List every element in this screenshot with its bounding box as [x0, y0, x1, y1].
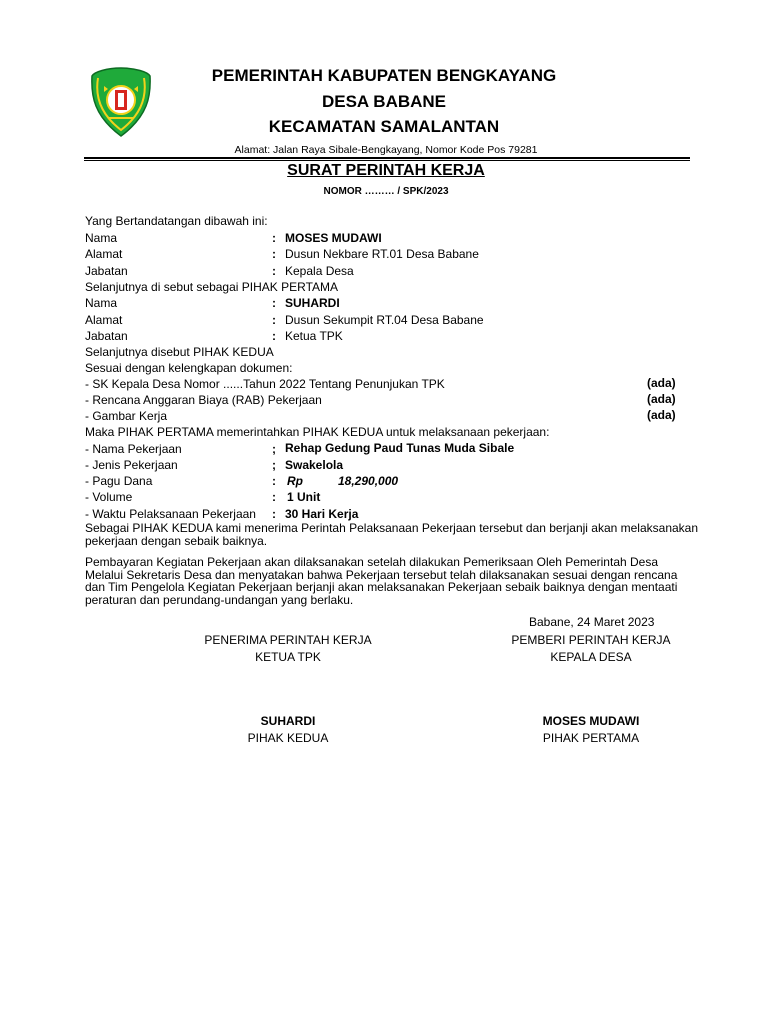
document-status: (ada) — [647, 376, 676, 390]
letterhead-line-1: PEMERINTAH KABUPATEN BENGKAYANG — [211, 66, 557, 85]
work-type-value: Swakelola — [285, 458, 344, 472]
document-title: SURAT PERINTAH KERJA — [287, 162, 485, 179]
duration-colon: : — [272, 507, 276, 521]
second-name-value: SUHARDI — [285, 296, 340, 310]
order-intro: Maka PIHAK PERTAMA memerintahkan PIHAK KEDUA untuk melaksanaan pekerjaan: — [85, 425, 550, 439]
payment-paragraph-line: Pembayaran Kegiatan Pekerjaan akan dilaksanakan setelah dilakukan Pemeriksaan Oleh Pemerintah Desa — [85, 555, 659, 569]
first-address-value: Dusun Nekbare RT.01 Desa Babane — [285, 247, 479, 261]
first-position-label: Jabatan — [85, 264, 128, 278]
work-name-colon: ; — [272, 442, 276, 456]
first-position-value: Kepala Desa — [285, 264, 354, 278]
budget-value: 18,290,000 — [338, 474, 399, 488]
letterhead-rule — [84, 157, 690, 159]
second-address-value: Dusun Sekumpit RT.04 Desa Babane — [285, 313, 484, 327]
first-name-label: Nama — [85, 231, 118, 245]
payment-paragraph-line: Melalui Sekretaris Desa dan menyatakan bahwa Pekerjaan tersebut telah dilaksanakan sesuai dengan rencana — [85, 568, 678, 582]
duration-label: - Waktu Pelaksanaan Pekerjaan — [85, 507, 256, 521]
budget-currency: Rp — [287, 474, 303, 488]
second-address-colon: : — [272, 313, 276, 327]
document-item: - Rencana Anggaran Biaya (RAB) Pekerjaan — [85, 393, 322, 407]
document-status: (ada) — [647, 392, 676, 406]
right-signer-role: PEMBERI PERINTAH KERJA — [511, 633, 671, 647]
second-party-note: Selanjutnya disebut PIHAK KEDUA — [85, 345, 274, 359]
work-type-label: - Jenis Pekerjaan — [85, 458, 178, 472]
work-name-value: Rehap Gedung Paud Tunas Muda Sibale — [285, 441, 515, 455]
work-type-colon: ; — [272, 458, 276, 472]
budget-colon: : — [272, 474, 276, 488]
first-position-colon: : — [272, 264, 276, 278]
duration-value: 30 Hari Kerja — [285, 507, 359, 521]
payment-paragraph-line: peraturan dan perundang-undangan yang berlaku. — [85, 593, 354, 607]
volume-colon: : — [272, 490, 276, 504]
place-date: Babane, 24 Maret 2023 — [529, 615, 655, 629]
intro-text: Yang Bertandatangan dibawah ini: — [85, 214, 268, 228]
acceptance-paragraph-line: pekerjaan dengan sebaik baiknya. — [85, 534, 268, 548]
work-name-label: - Nama Pekerjaan — [85, 442, 182, 456]
letterhead-line-2: DESA BABANE — [321, 92, 447, 111]
left-signer-position: KETUA TPK — [255, 650, 321, 664]
second-name-label: Nama — [85, 296, 118, 310]
first-name-colon: : — [272, 231, 276, 245]
left-signer-name: SUHARDI — [260, 714, 316, 728]
document-item: - SK Kepala Desa Nomor ......Tahun 2022 Tentang Penunjukan TPK — [85, 377, 445, 391]
letterhead-rule-thin — [84, 160, 690, 161]
first-name-value: MOSES MUDAWI — [285, 231, 382, 245]
right-signer-party: PIHAK PERTAMA — [542, 731, 640, 745]
acceptance-paragraph-line: Sebagai PIHAK KEDUA kami menerima Perintah Pelaksanaan Pekerjaan tersebut dan berjanji akan melaksanakan — [85, 521, 699, 535]
first-address-colon: : — [272, 247, 276, 261]
left-signer-role: PENERIMA PERINTAH KERJA — [204, 633, 372, 647]
right-signer-name: MOSES MUDAWI — [542, 714, 640, 728]
first-address-label: Alamat — [85, 247, 123, 261]
second-address-label: Alamat — [85, 313, 123, 327]
second-name-colon: : — [272, 296, 276, 310]
payment-paragraph-line: dan Tim Pengelola Kegiatan Pekerjaan berjanji akan melaksanakan Pekerjaan sebaik baiknya dengan mentaati — [85, 580, 678, 594]
letterhead-line-3: KECAMATAN SAMALANTAN — [268, 117, 500, 136]
document-status: (ada) — [647, 408, 676, 422]
document-item: - Gambar Kerja — [85, 409, 168, 423]
second-position-colon: : — [272, 329, 276, 343]
first-party-note: Selanjutnya di sebut sebagai PIHAK PERTAMA — [85, 280, 339, 294]
letterhead-address: Alamat: Jalan Raya Sibale-Bengkayang, Nomor Kode Pos 79281 — [234, 144, 538, 156]
documents-intro: Sesuai dengan kelengkapan dokumen: — [85, 361, 293, 375]
left-signer-party: PIHAK KEDUA — [247, 731, 329, 745]
budget-label: - Pagu Dana — [85, 474, 153, 488]
second-position-value: Ketua TPK — [285, 329, 343, 343]
document-number: NOMOR ……… / SPK/2023 — [323, 186, 449, 197]
volume-value: 1 Unit — [287, 490, 321, 504]
volume-label: - Volume — [85, 490, 133, 504]
right-signer-position: KEPALA DESA — [550, 650, 632, 664]
second-position-label: Jabatan — [85, 329, 128, 343]
